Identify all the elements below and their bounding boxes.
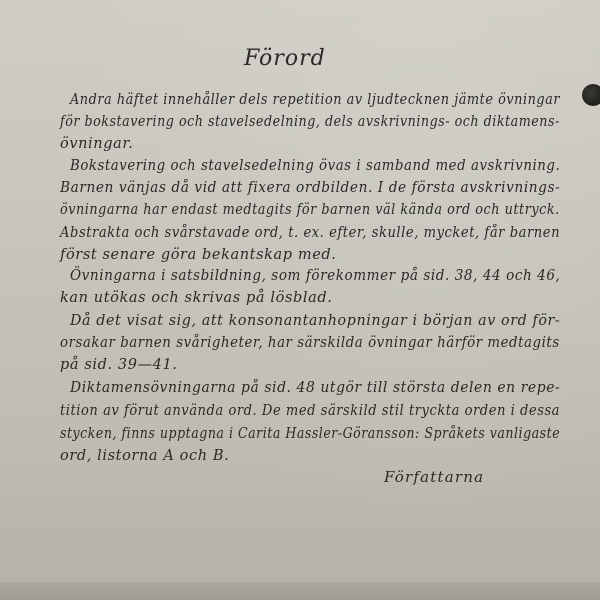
paragraph-line: Andra häftet innehåller dels repetition av ljudtecknen jämte övningar xyxy=(70,92,561,108)
paragraph-line: ord, listorna A och B. xyxy=(60,448,230,464)
paragraph-line: orsakar barnen svårigheter, har särskilda övningar härför medtagits xyxy=(60,335,560,351)
paragraph-line: kan utökas och skrivas på lösblad. xyxy=(60,290,333,306)
paragraph-line: Barnen vänjas då vid att fixera ordbilden. I de första avskrivnings- xyxy=(60,180,561,196)
paragraph-line: Abstrakta och svårstavade ord, t. ex. efter, skulle, mycket, får barnen xyxy=(60,225,561,241)
paragraph-line: Då det visat sig, att konsonantanhopningar i början av ord för- xyxy=(70,313,561,329)
paragraph-line: Övningarna i satsbildning, som förekommer på sid. 38, 44 och 46, xyxy=(70,268,561,284)
paragraph-line: stycken, finns upptagna i Carita Hassler-Göransson: Språkets vanligaste xyxy=(60,426,561,442)
paragraph-line: på sid. 39—41. xyxy=(60,357,178,373)
paragraph-line: övningar. xyxy=(60,136,134,152)
signature: Författarna xyxy=(384,468,485,486)
page-title: Förord xyxy=(244,46,326,71)
paragraph-line: tition av förut använda ord. De med särskild stil tryckta orden i dessa xyxy=(60,403,561,419)
binder-hole xyxy=(582,84,600,106)
paragraph-line: övningarna har endast medtagits för barnen väl kända ord och uttryck. xyxy=(60,202,560,218)
paragraph-line: Bokstavering och stavelsedelning övas i samband med avskrivning. xyxy=(70,158,561,174)
page-bottom-edge xyxy=(0,582,600,600)
paragraph-line: för bokstavering och stavelsedelning, dels avskrivnings- och diktamens- xyxy=(60,114,560,130)
paragraph-line: Diktamensövningarna på sid. 48 utgör till största delen en repe- xyxy=(70,380,561,396)
paragraph-line: först senare göra bekantskap med. xyxy=(60,247,337,263)
